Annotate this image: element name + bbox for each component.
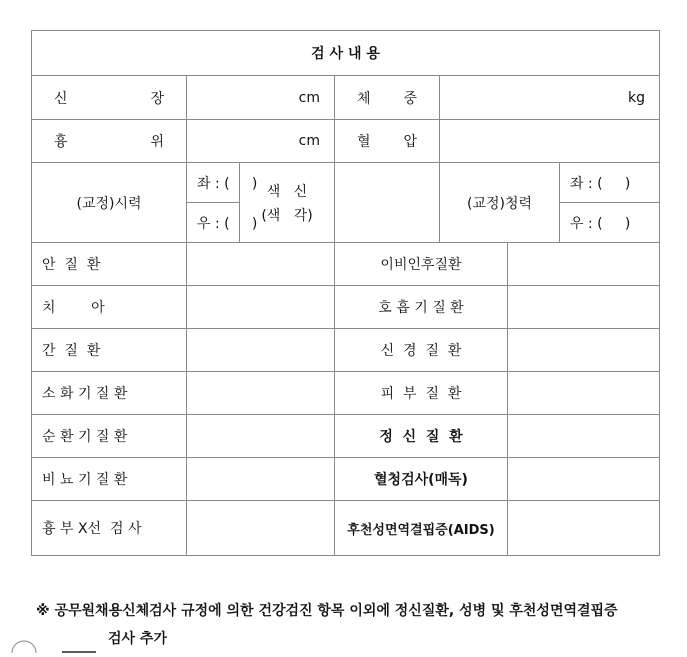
disease-left-label: 소 화 기 질 환 xyxy=(32,372,187,415)
disease-left-label: 비 뇨 기 질 환 xyxy=(32,458,187,501)
disease-right-field[interactable] xyxy=(508,286,660,329)
disease-left-label: 흉 부 X선 검 사 xyxy=(32,501,187,556)
bp-field[interactable] xyxy=(440,120,660,163)
weight-label: 체 중 xyxy=(335,76,440,120)
disease-left-label: 치 아 xyxy=(32,286,187,329)
chest-label: 흉 위 xyxy=(32,120,187,163)
disease-right-field[interactable] xyxy=(508,329,660,372)
disease-right-label: 호 흡 기 질 환 xyxy=(335,286,508,329)
disease-left-field[interactable] xyxy=(187,501,335,556)
exam-table xyxy=(31,30,660,556)
disease-left-label: 안 질 환 xyxy=(32,243,187,286)
hearing-right[interactable]: 우 : ( ) xyxy=(560,203,660,243)
hearing-left[interactable]: 좌 : ( ) xyxy=(560,163,660,203)
disease-left-field[interactable] xyxy=(187,286,335,329)
disease-right-label: 피 부 질 환 xyxy=(335,372,508,415)
color-vision-field[interactable] xyxy=(335,163,440,243)
hearing-label: (교정)청력 xyxy=(440,163,560,243)
height-field[interactable]: cm xyxy=(187,76,335,120)
disease-left-label: 간 질 환 xyxy=(32,329,187,372)
color-vision-label: 색 신 (색 각) xyxy=(240,163,335,243)
disease-right-field[interactable] xyxy=(508,243,660,286)
disease-right-field[interactable] xyxy=(508,415,660,458)
disease-right-label: 혈청검사(매독) xyxy=(335,458,508,501)
vision-left[interactable]: 좌 : ( ) xyxy=(187,163,240,203)
disease-left-field[interactable] xyxy=(187,415,335,458)
disease-left-field[interactable] xyxy=(187,243,335,286)
disease-left-field[interactable] xyxy=(187,458,335,501)
table-title: 검 사 내 용 xyxy=(32,31,660,76)
disease-right-field[interactable] xyxy=(508,501,660,556)
disease-right-label: 신 경 질 환 xyxy=(335,329,508,372)
bp-label: 혈 압 xyxy=(335,120,440,163)
height-label: 신 장 xyxy=(32,76,187,120)
disease-left-label: 순 환 기 질 환 xyxy=(32,415,187,458)
disease-right-label: 이비인후질환 xyxy=(335,243,508,286)
disease-right-field[interactable] xyxy=(508,372,660,415)
disease-right-field[interactable] xyxy=(508,458,660,501)
disease-left-field[interactable] xyxy=(187,329,335,372)
corner-fragment xyxy=(0,634,100,653)
disease-right-label: 정 신 질 환 xyxy=(335,415,508,458)
vision-label: (교정)시력 xyxy=(32,163,187,243)
vision-right[interactable]: 우 : ( ) xyxy=(187,203,240,243)
footnote-line1: ※ 공무원채용신체검사 규정에 의한 건강검진 항목 이외에 정신질환, 성병 및 후천성면역결핍증 xyxy=(36,603,618,619)
disease-right-label: 후천성면역결핍증(AIDS) xyxy=(335,501,508,556)
disease-left-field[interactable] xyxy=(187,372,335,415)
chest-field[interactable]: cm xyxy=(187,120,335,163)
corner-icon xyxy=(0,634,100,653)
weight-field[interactable]: kg xyxy=(440,76,660,120)
footnote-line2: 검사 추가 xyxy=(108,631,167,647)
